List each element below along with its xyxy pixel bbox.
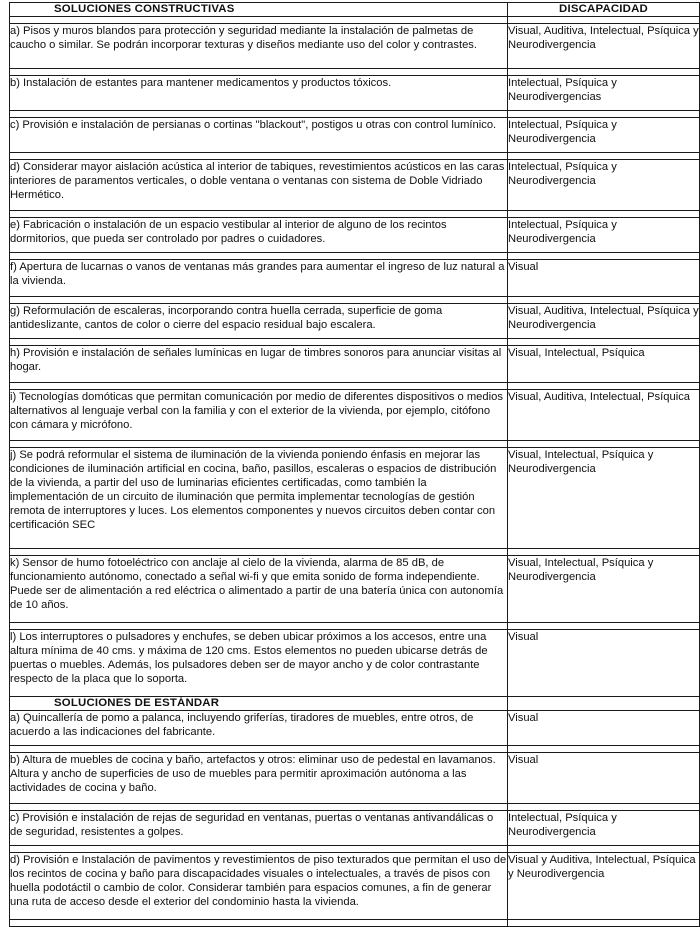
spacer-cell <box>10 211 508 218</box>
disability-cell: Visual <box>508 260 700 297</box>
spacer-cell <box>508 111 700 118</box>
solutions-table <box>9 2 700 927</box>
disability-cell: Intelectual, Psíquica y Neurodivergencia <box>508 118 700 153</box>
spacer-cell <box>10 441 508 448</box>
spacer-cell <box>508 69 700 76</box>
spacer-cell <box>508 549 700 556</box>
spacer-row <box>10 339 700 346</box>
spacer-cell <box>10 383 508 390</box>
spacer-cell <box>10 17 508 24</box>
solution-cell: a) Quincallería de pomo a palanca, incluyendo griferías, tiradores de muebles, entre otros, de acuerdo a las indicaciones del fabricante. <box>10 711 508 746</box>
solution-cell: a) Pisos y muros blandos para protección y seguridad mediante la instalación de palmetas de caucho o similar. Se podrán incorporar texturas y diseños mediante uso del color y contrastes. <box>10 24 508 69</box>
solution-cell: c) Provisión e instalación de rejas de seguridad en ventanas, puertas o ventanas antivandálicas o de seguridad, resistentes a golpes. <box>10 811 508 846</box>
table-row <box>10 390 700 441</box>
spacer-cell <box>10 69 508 76</box>
solution-cell: g) Reformulación de escaleras, incorporando contra huella cerrada, superficie de goma antideslizante, cantos de color o cierre del espacio residual bajo escalera. <box>10 304 508 339</box>
table-row <box>10 160 700 211</box>
header-standard-solutions: SOLUCIONES DE ESTÁNDAR <box>10 697 508 711</box>
spacer-cell <box>508 153 700 160</box>
spacer-row <box>10 746 700 753</box>
solution-cell: j) Se podrá reformular el sistema de iluminación de la vivienda poniendo énfasis en mejorar las condiciones de iluminación artificial en cocina, baño, pasillos, escaleras o espacios de distribución de la vivienda, a partir del uso de luminarias eficientes certificadas, como también la implementación de un circuito de iluminación que permita implementar tecnologías de gestión remota de interruptores y luces. Los elementos componentes y nuevos circuitos deben contar con certificación SEC <box>10 448 508 549</box>
header-disability: DISCAPACIDAD <box>508 3 700 17</box>
disability-cell: Visual <box>508 630 700 697</box>
spacer-cell <box>10 253 508 260</box>
table-row <box>10 556 700 623</box>
spacer-cell <box>10 920 508 927</box>
spacer-cell <box>10 549 508 556</box>
table-row <box>10 811 700 846</box>
solution-cell: d) Considerar mayor aislación acústica al interior de tabiques, revestimientos acústicos en las caras interiores de paramentos verticales, o doble ventana o ventanas con sistema de Doble Vidriado Hermético. <box>10 160 508 211</box>
solution-cell: b) Altura de muebles de cocina y baño, artefactos y otros: eliminar uso de pedestal en lavamanos. Altura y ancho de superficies de uso de muebles para permitir aproximación autónoma a las actividades de cocina y baño. <box>10 753 508 804</box>
solution-cell: i) Tecnologías domóticas que permitan comunicación por medio de diferentes dispositivos o medios alternativos al lenguaje verbal con la familia y con el exterior de la vivienda, por ejemplo, citófono con cámara y micrófono. <box>10 390 508 441</box>
disability-cell: Visual, Intelectual, Psíquica y Neurodivergencia <box>508 448 700 549</box>
solution-cell: l) Los interruptores o pulsadores y enchufes, se deben ubicar próximos a los accesos, entre una altura mínima de 40 cms. y máxima de 120 cms. Estos elementos no pueden ubicarse detrás de puertas o muebles. Además, los pulsadores deben ser de mayor ancho y de color contrastante respecto de la placa que lo soporta. <box>10 630 508 697</box>
table-body <box>10 17 700 927</box>
table-row <box>10 218 700 253</box>
spacer-cell <box>10 297 508 304</box>
disability-cell: Intelectual, Psíquica y Neurodivergencia <box>508 160 700 211</box>
disability-cell: Visual <box>508 711 700 746</box>
spacer-row <box>10 17 700 24</box>
table-row <box>10 853 700 920</box>
spacer-row <box>10 153 700 160</box>
spacer-cell <box>508 804 700 811</box>
table-header-row <box>10 3 700 17</box>
table-row <box>10 304 700 339</box>
spacer-cell <box>508 339 700 346</box>
table-row <box>10 711 700 746</box>
spacer-row <box>10 69 700 76</box>
solution-cell: h) Provisión e instalación de señales lumínicas en lugar de timbres sonoros para anunciar visitas al hogar. <box>10 346 508 383</box>
table-row <box>10 76 700 111</box>
spacer-cell <box>508 441 700 448</box>
spacer-row <box>10 804 700 811</box>
spacer-row <box>10 253 700 260</box>
spacer-cell <box>508 211 700 218</box>
spacer-cell <box>508 17 700 24</box>
spacer-row <box>10 297 700 304</box>
spacer-cell <box>508 253 700 260</box>
header-standard-empty <box>508 697 700 711</box>
spacer-row <box>10 623 700 630</box>
table-row <box>10 118 700 153</box>
disability-cell: Visual, Auditiva, Intelectual, Psíquica y Neurodivergencia <box>508 24 700 69</box>
spacer-cell <box>508 297 700 304</box>
disability-cell: Intelectual, Psíquica y Neurodivergencias <box>508 76 700 111</box>
table-row <box>10 448 700 549</box>
spacer-cell <box>508 746 700 753</box>
spacer-cell <box>10 111 508 118</box>
spacer-cell <box>508 920 700 927</box>
spacer-row <box>10 920 700 927</box>
solution-cell: d) Provisión e Instalación de pavimentos y revestimientos de piso texturados que permitan el uso de los recintos de cocina y baño para discapacidades visuales o intelectuales, a través de pisos con huella podotáctil o cambio de color. Considerar también para espacios comunes, a fin de generar una ruta de acceso desde el exterior del condominio hasta la vivienda. <box>10 853 508 920</box>
spacer-cell <box>10 846 508 853</box>
disability-cell: Visual y Auditiva, Intelectual, Psíquica y Neurodivergencia <box>508 853 700 920</box>
spacer-cell <box>508 846 700 853</box>
solution-cell: c) Provisión e instalación de persianas o cortinas "blackout", postigos u otras con control lumínico. <box>10 118 508 153</box>
disability-cell: Visual, Auditiva, Intelectual, Psíquica <box>508 390 700 441</box>
disability-cell: Intelectual, Psíquica y Neurodivergencia <box>508 218 700 253</box>
spacer-cell <box>508 383 700 390</box>
header-solutions: SOLUCIONES CONSTRUCTIVAS <box>10 3 508 17</box>
spacer-row <box>10 111 700 118</box>
standard-header-row <box>10 697 700 711</box>
spacer-cell <box>10 804 508 811</box>
spacer-cell <box>10 153 508 160</box>
disability-cell: Visual, Auditiva, Intelectual, Psíquica y Neurodivergencia <box>508 304 700 339</box>
spacer-cell <box>10 746 508 753</box>
disability-cell: Visual <box>508 753 700 804</box>
spacer-cell <box>10 339 508 346</box>
solution-cell: b) Instalación de estantes para mantener medicamentos y productos tóxicos. <box>10 76 508 111</box>
table-row <box>10 24 700 69</box>
table-row <box>10 630 700 697</box>
spacer-row <box>10 846 700 853</box>
table-row <box>10 753 700 804</box>
solution-cell: k) Sensor de humo fotoeléctrico con anclaje al cielo de la vivienda, alarma de 85 dB, de funcionamiento autónomo, conectado a señal wi-fi y que emita sonido de forma independiente. Puede ser de alimentación a red eléctrica o alimentado a partir de una batería única con autonomía de 10 años. <box>10 556 508 623</box>
spacer-row <box>10 549 700 556</box>
spacer-row <box>10 211 700 218</box>
spacer-row <box>10 441 700 448</box>
solution-cell: e) Fabricación o instalación de un espacio vestibular al interior de alguno de los recintos dormitorios, que pueda ser controlado por padres o cuidadores. <box>10 218 508 253</box>
solution-cell: f) Apertura de lucarnas o vanos de ventanas más grandes para aumentar el ingreso de luz natural a la vivienda. <box>10 260 508 297</box>
disability-cell: Visual, Intelectual, Psíquica y Neurodivergencia <box>508 556 700 623</box>
table-row <box>10 260 700 297</box>
spacer-cell <box>508 623 700 630</box>
disability-cell: Visual, Intelectual, Psíquica <box>508 346 700 383</box>
spacer-cell <box>10 623 508 630</box>
disability-cell: Intelectual, Psíquica y Neurodivergencia <box>508 811 700 846</box>
table-row <box>10 346 700 383</box>
spacer-row <box>10 383 700 390</box>
